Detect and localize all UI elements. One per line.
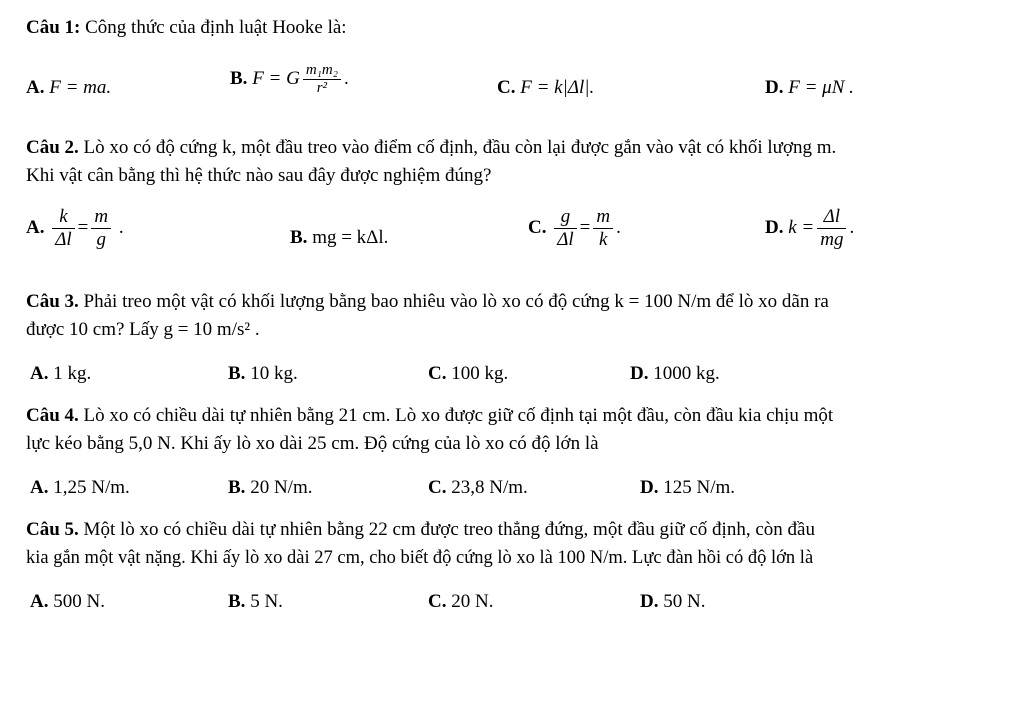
q2-option-a[interactable]: A. $\frac{k}{\Delta l}$ = $\frac{m}{g}$ . [26,206,124,250]
q5-option-d[interactable]: D. 50 N. [640,591,706,612]
q1-option-d[interactable]: D. F = μN . [765,77,854,98]
q1-option-b[interactable]: B. F = G $\frac{\text{m₁m₂}}{\text{r²}}$ . [230,62,349,96]
q2-option-b[interactable]: B. mg = kΔl. [290,227,389,248]
q3-option-d[interactable]: D. 1000 kg. [630,363,720,384]
question-3-label: Câu 3. [26,291,79,312]
question-4-line-2: lực kéo bằng 5,0 N. Khi ấy lò xo dài 25 cm. Độ cứng của lò xo có độ lớn là [26,433,599,454]
q4-option-b[interactable]: B. 20 N/m. [228,477,313,498]
q1-option-a[interactable]: A. F = ma. [26,77,112,98]
q2-option-b-formula: mg = kΔl. [312,227,389,248]
q1-option-d-formula: F = μN . [788,77,854,98]
q4-option-c[interactable]: C. 23,8 N/m. [428,477,528,498]
q3-option-c[interactable]: C. 100 kg. [428,363,509,384]
q1-option-c[interactable]: C. F = k|Δl|. [497,77,595,98]
q5-option-a[interactable]: A. 500 N. [30,591,105,612]
question-1-label: Câu 1: [26,17,81,38]
q5-option-c[interactable]: C. 20 N. [428,591,494,612]
q2-option-d[interactable]: D. k = $\frac{\Delta l}{mg}$ . [765,206,855,250]
q1-option-c-formula: F = k|Δl|. [520,77,595,98]
question-2-line-2: Khi vật cân bằng thì hệ thức nào sau đây được nghiệm đúng? [26,165,492,186]
question-5-label: Câu 5. [26,519,79,540]
question-5-line-1: Câu 5. Một lò xo có chiều dài tự nhiên bằng 22 cm được treo thẳng đứng, một đầu giữ cố định, còn đầu [26,519,815,540]
q3-option-b[interactable]: B. 10 kg. [228,363,298,384]
q4-option-d[interactable]: D. 125 N/m. [640,477,736,498]
question-5-line-2: kia gắn một vật nặng. Khi ấy lò xo dài 27 cm, cho biết độ cứng lò xo là 100 N/m. Lực đàn hồi có độ lớn là [26,548,814,568]
q1-option-b-fraction: $\frac{\text{m₁m₂}}{\text{r²}}$ [303,62,341,97]
question-1 [26,16,347,40]
q1-option-a-formula: F = ma. [49,77,112,98]
question-3-line-1: Câu 3. Phải treo một vật có khối lượng bằng bao nhiêu vào lò xo có độ cứng k = 100 N/m để lò xo dãn ra [26,291,829,312]
q5-option-b[interactable]: B. 5 N. [228,591,283,612]
question-4-label: Câu 4. [26,405,79,426]
question-2-label: Câu 2. [26,137,79,158]
q4-option-a[interactable]: A. 1,25 N/m. [30,477,130,498]
q2-option-c[interactable]: C. $\frac{g}{\Delta l}$ = $\frac{m}{k}$ . [528,206,621,250]
q3-option-a[interactable]: A. 1 kg. [30,363,92,384]
question-1-text: Công thức của định luật Hooke là: [80,17,347,38]
question-2-line-1: Câu 2. Lò xo có độ cứng k, một đầu treo vào điểm cố định, đầu còn lại được gắn vào vật có khối lượng m. [26,137,837,158]
question-4-line-1: Câu 4. Lò xo có chiều dài tự nhiên bằng 21 cm. Lò xo được giữ cố định tại một đầu, còn đầu kia chịu một [26,405,834,426]
question-3-line-2: được 10 cm? Lấy g = 10 m/s² . [26,319,260,340]
